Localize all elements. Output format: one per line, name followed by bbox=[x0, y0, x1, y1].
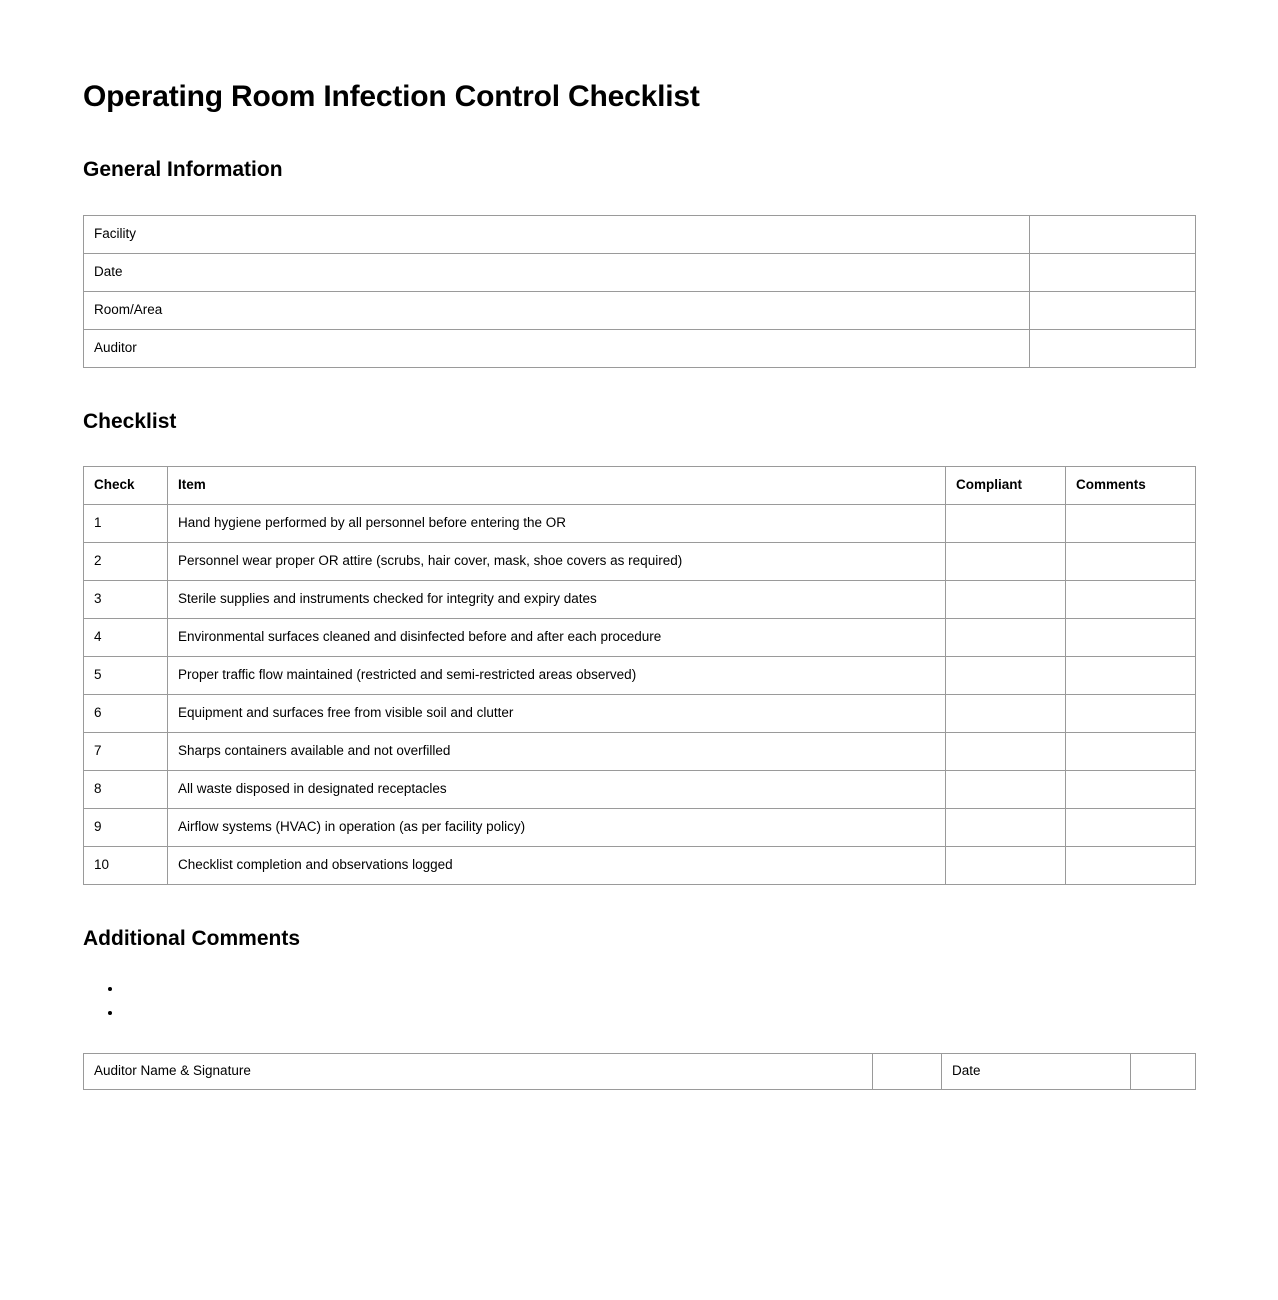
checklist-comments-field[interactable] bbox=[1066, 732, 1196, 770]
checklist-item: Environmental surfaces cleaned and disinfected before and after each procedure bbox=[168, 618, 946, 656]
checklist-comments-field[interactable] bbox=[1066, 504, 1196, 542]
checklist-number: 7 bbox=[84, 732, 168, 770]
general-info-label-facility: Facility bbox=[84, 215, 1030, 253]
checklist-comments-field[interactable] bbox=[1066, 580, 1196, 618]
checklist-number: 9 bbox=[84, 808, 168, 846]
checklist-item: Proper traffic flow maintained (restricted and semi-restricted areas observed) bbox=[168, 656, 946, 694]
checklist-comments-field[interactable] bbox=[1066, 846, 1196, 884]
column-header-check: Check bbox=[84, 466, 168, 504]
checklist-comments-field[interactable] bbox=[1066, 542, 1196, 580]
checklist-table bbox=[83, 466, 1196, 885]
column-header-item: Item bbox=[168, 466, 946, 504]
page-bottom-spacer bbox=[83, 1090, 1195, 1290]
general-info-value-facility[interactable] bbox=[1030, 215, 1196, 253]
checklist-number: 5 bbox=[84, 656, 168, 694]
checklist-item: Hand hygiene performed by all personnel before entering the OR bbox=[168, 504, 946, 542]
table-row bbox=[84, 618, 1196, 656]
checklist-item: Checklist completion and observations logged bbox=[168, 846, 946, 884]
table-row bbox=[84, 291, 1196, 329]
list-item[interactable] bbox=[123, 1005, 1195, 1022]
checklist-number: 4 bbox=[84, 618, 168, 656]
additional-comments-list bbox=[83, 981, 1195, 1022]
table-row bbox=[84, 1054, 1196, 1090]
table-row bbox=[84, 329, 1196, 367]
table-row bbox=[84, 808, 1196, 846]
checklist-item: All waste disposed in designated receptacles bbox=[168, 770, 946, 808]
checklist-compliant-field[interactable] bbox=[946, 808, 1066, 846]
table-row bbox=[84, 694, 1196, 732]
table-row bbox=[84, 253, 1196, 291]
signature-table bbox=[83, 1053, 1196, 1090]
checklist-number: 10 bbox=[84, 846, 168, 884]
checklist-comments-field[interactable] bbox=[1066, 656, 1196, 694]
table-row bbox=[84, 656, 1196, 694]
checklist-compliant-field[interactable] bbox=[946, 694, 1066, 732]
checklist-number: 3 bbox=[84, 580, 168, 618]
checklist-item: Personnel wear proper OR attire (scrubs, hair cover, mask, shoe covers as required) bbox=[168, 542, 946, 580]
auditor-signature-label: Auditor Name & Signature bbox=[84, 1054, 873, 1090]
page-title: Operating Room Infection Control Checklist bbox=[83, 80, 700, 113]
column-header-comments: Comments bbox=[1066, 466, 1196, 504]
list-item[interactable] bbox=[123, 981, 1195, 998]
checklist-number: 6 bbox=[84, 694, 168, 732]
general-info-value-room-area[interactable] bbox=[1030, 291, 1196, 329]
table-row bbox=[84, 846, 1196, 884]
general-information-table bbox=[83, 215, 1196, 368]
checklist-item: Sterile supplies and instruments checked for integrity and expiry dates bbox=[168, 580, 946, 618]
table-row bbox=[84, 770, 1196, 808]
checklist-compliant-field[interactable] bbox=[946, 580, 1066, 618]
checklist-compliant-field[interactable] bbox=[946, 656, 1066, 694]
checklist-comments-field[interactable] bbox=[1066, 770, 1196, 808]
checklist-compliant-field[interactable] bbox=[946, 732, 1066, 770]
column-header-compliant: Compliant bbox=[946, 466, 1066, 504]
checklist-compliant-field[interactable] bbox=[946, 542, 1066, 580]
checklist-number: 2 bbox=[84, 542, 168, 580]
table-row bbox=[84, 542, 1196, 580]
general-info-label-auditor: Auditor bbox=[84, 329, 1030, 367]
checklist-compliant-field[interactable] bbox=[946, 770, 1066, 808]
checklist-number: 8 bbox=[84, 770, 168, 808]
checklist-comments-field[interactable] bbox=[1066, 618, 1196, 656]
general-info-label-date: Date bbox=[84, 253, 1030, 291]
signature-date-label: Date bbox=[942, 1054, 1131, 1090]
checklist-item: Sharps containers available and not overfilled bbox=[168, 732, 946, 770]
checklist-compliant-field[interactable] bbox=[946, 846, 1066, 884]
table-row bbox=[84, 504, 1196, 542]
checklist-item: Equipment and surfaces free from visible soil and clutter bbox=[168, 694, 946, 732]
checklist-heading: Checklist bbox=[83, 409, 177, 433]
general-information-heading: General Information bbox=[83, 158, 283, 182]
auditor-signature-field[interactable] bbox=[873, 1054, 942, 1090]
general-info-value-date[interactable] bbox=[1030, 253, 1196, 291]
checklist-comments-field[interactable] bbox=[1066, 808, 1196, 846]
general-info-label-room-area: Room/Area bbox=[84, 291, 1030, 329]
table-row bbox=[84, 732, 1196, 770]
checklist-header-row bbox=[84, 466, 1196, 504]
checklist-compliant-field[interactable] bbox=[946, 504, 1066, 542]
table-row bbox=[84, 580, 1196, 618]
checklist-compliant-field[interactable] bbox=[946, 618, 1066, 656]
checklist-number: 1 bbox=[84, 504, 168, 542]
additional-comments-heading: Additional Comments bbox=[83, 926, 301, 950]
general-info-value-auditor[interactable] bbox=[1030, 329, 1196, 367]
signature-date-field[interactable] bbox=[1131, 1054, 1196, 1090]
checklist-item: Airflow systems (HVAC) in operation (as per facility policy) bbox=[168, 808, 946, 846]
table-row bbox=[84, 215, 1196, 253]
checklist-comments-field[interactable] bbox=[1066, 694, 1196, 732]
